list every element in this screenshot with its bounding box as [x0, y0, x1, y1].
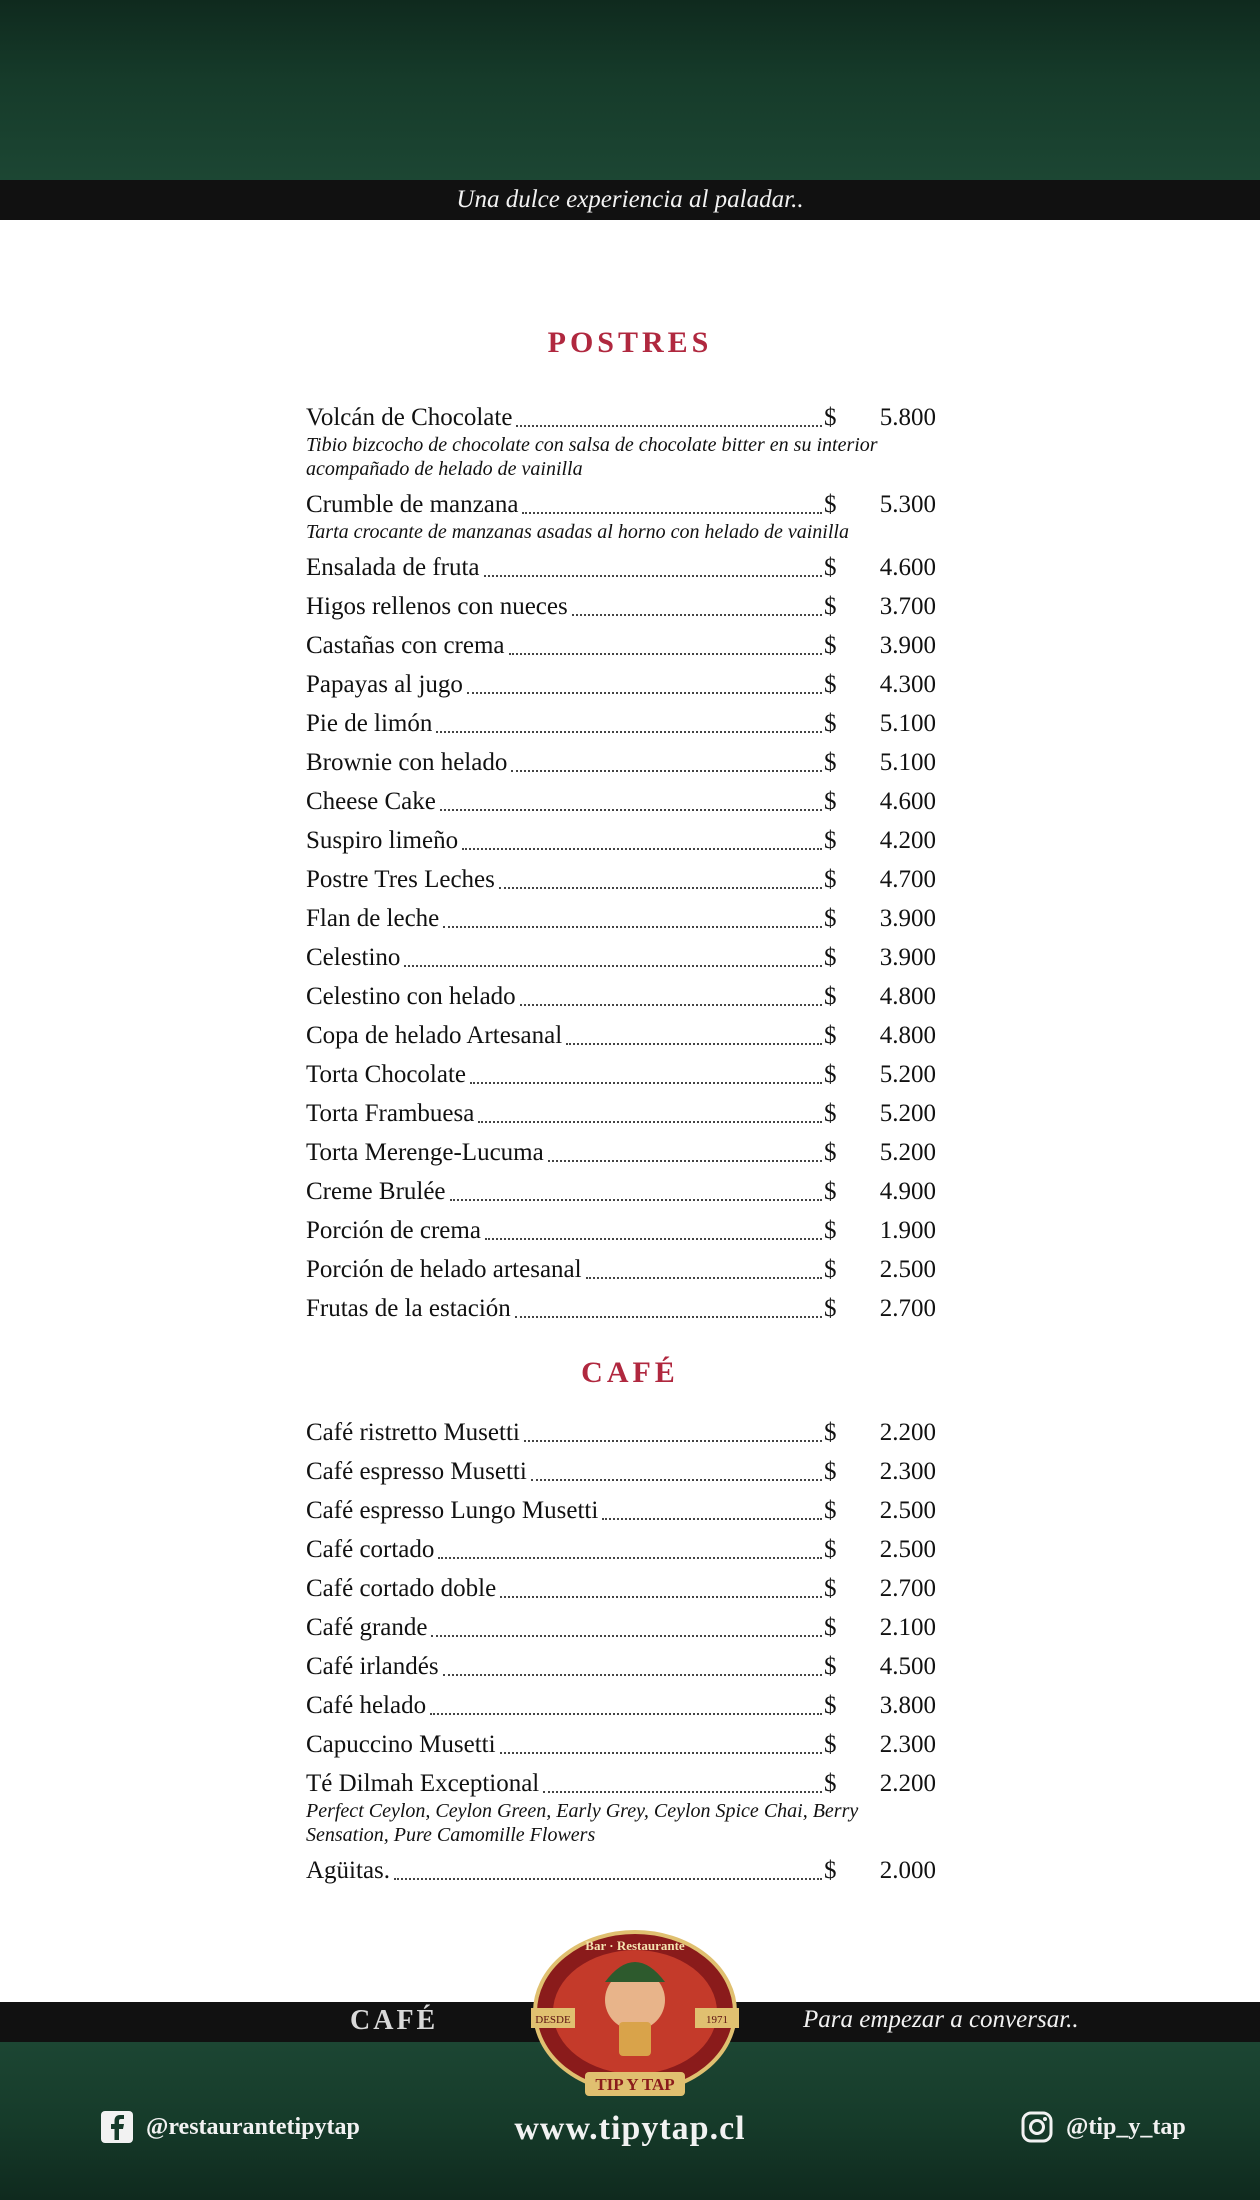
menu-item-price: 2.500	[879, 1496, 936, 1524]
menu-item-price: 2.500	[879, 1535, 936, 1563]
tip-y-tap-logo	[527, 1912, 743, 2102]
dot-leader	[394, 1878, 822, 1880]
menu-item-price: 5.100	[879, 748, 936, 776]
dot-leader	[543, 1791, 822, 1793]
menu-item-name: Postre Tres Leches	[306, 865, 495, 893]
menu-item-price: 4.800	[879, 982, 936, 1010]
menu-item	[306, 821, 936, 860]
menu-item-name: Porción de crema	[306, 1216, 481, 1244]
dot-leader	[515, 1316, 822, 1318]
menu-item	[306, 1569, 936, 1608]
menu-item-currency: $	[824, 1856, 837, 1884]
menu-item-price: 4.200	[879, 826, 936, 854]
logo-right-text: 1971	[706, 2014, 728, 2026]
menu-item-name: Café ristretto Musetti	[306, 1418, 520, 1446]
dot-leader	[436, 731, 822, 733]
menu-item-price: 2.200	[879, 1769, 936, 1797]
dot-leader	[443, 1674, 822, 1676]
menu-item-name: Crumble de manzana	[306, 490, 519, 518]
menu-item-description: Tibio bizcocho de chocolate con salsa de chocolate bitter en su interior acompañado de helado de vainilla	[306, 434, 878, 480]
dot-leader	[430, 1713, 822, 1715]
menu-item-name: Papayas al jugo	[306, 670, 463, 698]
menu-item-currency: $	[824, 1613, 837, 1641]
dot-leader	[462, 848, 822, 850]
menu-item-price: 3.700	[879, 592, 936, 620]
menu-item-currency: $	[824, 403, 837, 431]
menu-item-price: 2.300	[879, 1457, 936, 1485]
menu-item-currency: $	[824, 1574, 837, 1602]
section-title-postres: POSTRES	[547, 326, 713, 359]
dot-leader	[478, 1121, 822, 1123]
menu-item-name: Castañas con crema	[306, 631, 505, 659]
menu-item-name: Creme Brulée	[306, 1177, 446, 1205]
footer-cafe-label: CAFÉ	[350, 2005, 439, 2036]
dot-leader	[499, 887, 822, 889]
menu-item	[306, 398, 936, 437]
menu-item-price: 2.700	[879, 1574, 936, 1602]
dot-leader	[484, 575, 822, 577]
menu-item-currency: $	[824, 826, 837, 854]
menu-item-currency: $	[824, 904, 837, 932]
menu-item-name: Café grande	[306, 1613, 428, 1641]
menu-item-price: 4.900	[879, 1177, 936, 1205]
menu-item	[306, 977, 936, 1016]
menu-item-currency: $	[824, 1294, 837, 1322]
menu-item-name: Celestino	[306, 943, 401, 971]
facebook-handle: @restaurantetipytap	[146, 2113, 360, 2140]
footer-tagline: Para empezar a conversar..	[803, 2006, 1079, 2033]
menu-item-price: 4.600	[879, 787, 936, 815]
menu-item-currency: $	[824, 670, 837, 698]
menu-item-currency: $	[824, 631, 837, 659]
menu-item-currency: $	[824, 943, 837, 971]
menu-item-currency: $	[824, 1457, 837, 1485]
menu-item-price: 5.800	[879, 403, 936, 431]
menu-item-currency: $	[824, 1216, 837, 1244]
menu-item	[306, 1289, 936, 1328]
menu-item-price: 2.500	[879, 1255, 936, 1283]
menu-item-currency: $	[824, 1730, 837, 1758]
menu-item-price: 4.700	[879, 865, 936, 893]
menu-item-currency: $	[824, 1496, 837, 1524]
menu-item-price: 5.200	[879, 1060, 936, 1088]
dot-leader	[516, 425, 822, 427]
header-tagline-bar	[0, 180, 1260, 220]
menu-item-name: Ensalada de fruta	[306, 553, 480, 581]
instagram-handle: @tip_y_tap	[1066, 2113, 1186, 2140]
menu-item-price: 5.200	[879, 1138, 936, 1166]
menu-item	[306, 485, 936, 524]
menu-item	[306, 938, 936, 977]
menu-item	[306, 743, 936, 782]
menu-item-currency: $	[824, 1099, 837, 1127]
menu-item-name: Café cortado	[306, 1535, 435, 1563]
cafe-list	[306, 1413, 936, 1890]
dot-leader	[602, 1518, 822, 1520]
menu-item-name: Cheese Cake	[306, 787, 436, 815]
menu-item-name: Café espresso Lungo Musetti	[306, 1496, 599, 1524]
menu-item-currency: $	[824, 748, 837, 776]
menu-item-name: Torta Frambuesa	[306, 1099, 475, 1127]
menu-item-currency: $	[824, 787, 837, 815]
menu-item-price: 1.900	[879, 1216, 936, 1244]
menu-item-name: Flan de leche	[306, 904, 440, 932]
menu-item	[306, 1055, 936, 1094]
menu-item-currency: $	[824, 1255, 837, 1283]
menu-item	[306, 1764, 936, 1803]
menu-item-currency: $	[824, 982, 837, 1010]
instagram-link[interactable]	[1020, 2110, 1186, 2144]
menu-item	[306, 1647, 936, 1686]
dot-leader	[404, 965, 822, 967]
dot-leader	[438, 1557, 822, 1559]
menu-item-price: 3.900	[879, 904, 936, 932]
menu-item	[306, 626, 936, 665]
menu-item-name: Volcán de Chocolate	[306, 403, 513, 431]
menu-item-name: Café irlandés	[306, 1652, 439, 1680]
menu-item	[306, 587, 936, 626]
dot-leader	[450, 1199, 822, 1201]
menu-item	[306, 1250, 936, 1289]
menu-item-name: Café espresso Musetti	[306, 1457, 527, 1485]
menu-item-currency: $	[824, 709, 837, 737]
menu-item-currency: $	[824, 1177, 837, 1205]
menu-item-price: 2.700	[879, 1294, 936, 1322]
header-tagline: Una dulce experiencia al paladar..	[456, 186, 804, 213]
website-link[interactable]: www.tipytap.cl	[514, 2110, 746, 2147]
menu-item-price: 3.800	[879, 1691, 936, 1719]
dot-leader	[467, 692, 822, 694]
postres-list	[306, 398, 936, 1328]
menu-item-description: Tarta crocante de manzanas asadas al horno con helado de vainilla	[306, 521, 849, 543]
menu-item	[306, 1211, 936, 1250]
logo-bottom-text: TIP Y TAP	[595, 2075, 675, 2094]
dot-leader	[566, 1043, 822, 1045]
dot-leader	[511, 770, 822, 772]
menu-item-price: 5.100	[879, 709, 936, 737]
menu-item-price: 2.200	[879, 1418, 936, 1446]
menu-item	[306, 899, 936, 938]
dot-leader	[500, 1596, 822, 1598]
menu-item	[306, 665, 936, 704]
dot-leader	[470, 1082, 822, 1084]
menu-item-currency: $	[824, 1060, 837, 1088]
dot-leader	[522, 512, 822, 514]
menu-item-price: 4.300	[879, 670, 936, 698]
menu-item-name: Suspiro limeño	[306, 826, 459, 854]
dot-leader	[531, 1479, 822, 1481]
menu-item-currency: $	[824, 1418, 837, 1446]
menu-item-currency: $	[824, 1021, 837, 1049]
menu-item	[306, 860, 936, 899]
menu-item	[306, 1094, 936, 1133]
menu-item-name: Torta Chocolate	[306, 1060, 466, 1088]
section-title-cafe: CAFÉ	[581, 1356, 679, 1389]
menu-item-name: Torta Merenge-Lucuma	[306, 1138, 544, 1166]
menu-item-price: 5.200	[879, 1099, 936, 1127]
menu-item-name: Higos rellenos con nueces	[306, 592, 568, 620]
menu-item-name: Café helado	[306, 1691, 427, 1719]
dot-leader	[520, 1004, 822, 1006]
menu-item	[306, 1133, 936, 1172]
menu-item	[306, 1016, 936, 1055]
menu-item-currency: $	[824, 1691, 837, 1719]
menu-item-name: Café cortado doble	[306, 1574, 497, 1602]
menu-item-price: 3.900	[879, 943, 936, 971]
menu-item	[306, 1172, 936, 1211]
menu-item-name: Brownie con helado	[306, 748, 508, 776]
menu-item-name: Capuccino Musetti	[306, 1730, 496, 1758]
menu-item	[306, 1686, 936, 1725]
dot-leader	[524, 1440, 822, 1442]
dot-leader	[485, 1238, 822, 1240]
menu-item-currency: $	[824, 490, 837, 518]
menu-item	[306, 1608, 936, 1647]
menu-item-price: 5.300	[879, 490, 936, 518]
menu-item-name: Pie de limón	[306, 709, 433, 737]
dot-leader	[431, 1635, 822, 1637]
logo-left-text: DESDE	[535, 2014, 571, 2026]
instagram-icon	[1020, 2110, 1054, 2144]
menu-item-name: Porción de helado artesanal	[306, 1255, 582, 1283]
menu-item	[306, 1725, 936, 1764]
dot-leader	[586, 1277, 822, 1279]
menu-item	[306, 704, 936, 743]
menu-item-currency: $	[824, 1138, 837, 1166]
menu-item-currency: $	[824, 865, 837, 893]
menu-item-price: 4.800	[879, 1021, 936, 1049]
dot-leader	[443, 926, 822, 928]
menu-item-price: 2.100	[879, 1613, 936, 1641]
menu-item	[306, 1851, 936, 1890]
menu-item-price: 4.500	[879, 1652, 936, 1680]
menu-item	[306, 1491, 936, 1530]
menu-item-name: Copa de helado Artesanal	[306, 1021, 563, 1049]
menu-item-name: Agüitas.	[306, 1856, 391, 1884]
menu-item-description: Perfect Ceylon, Ceylon Green, Early Grey, Ceylon Spice Chai, Berry Sensation, Pure Camomille Flowers	[306, 1800, 859, 1846]
menu-item-currency: $	[824, 1535, 837, 1563]
menu-item-price: 2.300	[879, 1730, 936, 1758]
menu-item	[306, 548, 936, 587]
menu-item-currency: $	[824, 1769, 837, 1797]
header-background	[0, 0, 1260, 180]
menu-item-currency: $	[824, 553, 837, 581]
menu-item-price: 2.000	[879, 1856, 936, 1884]
dot-leader	[572, 614, 822, 616]
menu-item-price: 4.600	[879, 553, 936, 581]
menu-item-price: 3.900	[879, 631, 936, 659]
logo-top-text: Bar · Restaurante	[585, 1938, 685, 1953]
menu-item-name: Frutas de la estación	[306, 1294, 511, 1322]
menu-item-name: Celestino con helado	[306, 982, 516, 1010]
dot-leader	[509, 653, 822, 655]
dot-leader	[500, 1752, 822, 1754]
menu-item	[306, 1413, 936, 1452]
menu-item	[306, 1530, 936, 1569]
menu-item-name: Té Dilmah Exceptional	[306, 1769, 540, 1797]
menu-item-currency: $	[824, 592, 837, 620]
dot-leader	[548, 1160, 822, 1162]
menu-item-currency: $	[824, 1652, 837, 1680]
menu-item	[306, 782, 936, 821]
dot-leader	[440, 809, 822, 811]
menu-item	[306, 1452, 936, 1491]
